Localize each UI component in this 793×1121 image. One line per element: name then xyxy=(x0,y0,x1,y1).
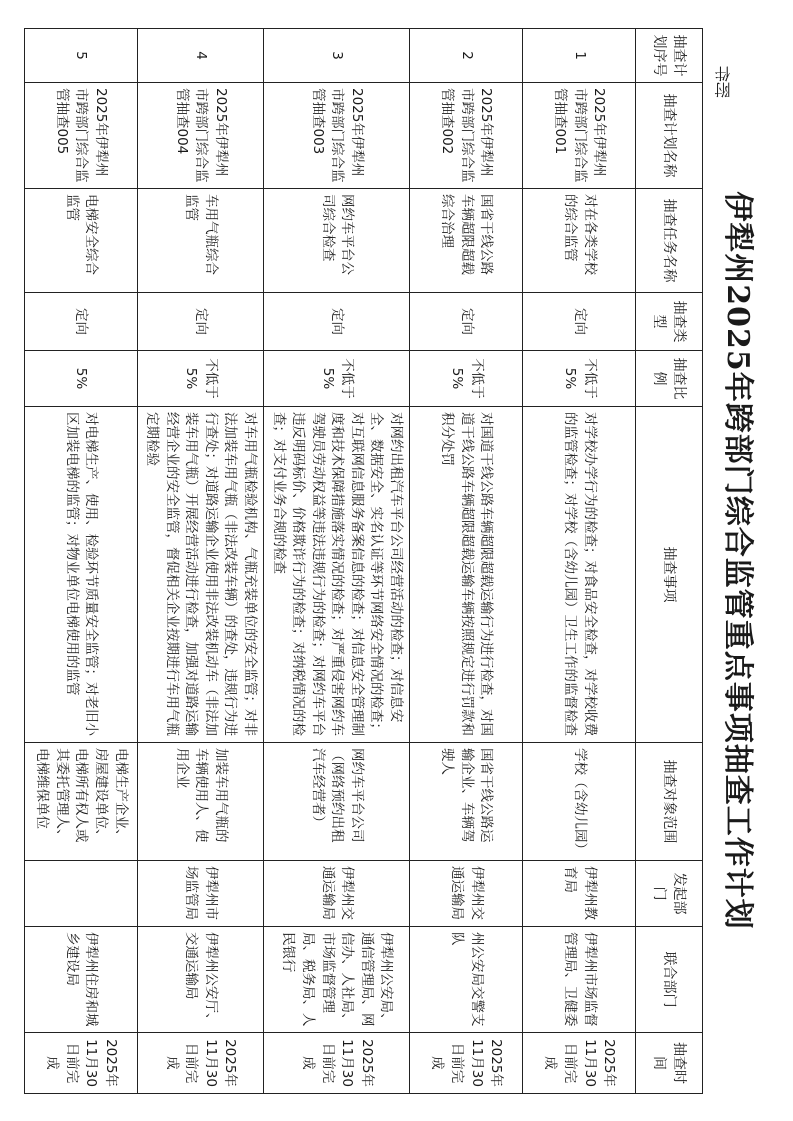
type-cell: 定向 xyxy=(137,293,263,351)
initiator-cell: 伊犁州教育局 xyxy=(523,861,636,927)
plan-name-cell: 2025年伊犁州市跨部门综合监管抽查003 xyxy=(264,83,410,189)
table-row xyxy=(523,29,636,1094)
ratio-cell: 不低于5% xyxy=(523,351,636,407)
joint-cell: 州公安局交警支队 xyxy=(410,927,523,1033)
type-cell: 定向 xyxy=(24,293,137,351)
time-cell: 2025年11月30日前完成 xyxy=(137,1033,263,1094)
header-cell: 抽查任务名称 xyxy=(636,189,703,293)
ratio-cell: 5% xyxy=(24,351,137,407)
plan-name-cell: 2025年伊犁州市跨部门综合监管抽查002 xyxy=(410,83,523,189)
initiator-cell: 伊犁州交通运输局 xyxy=(264,861,410,927)
initiator-cell: 伊犁州市场监管局 xyxy=(137,861,263,927)
plan-name-cell: 2025年伊犁州市跨部门综合监管抽查005 xyxy=(24,83,137,189)
plan-name-cell: 2025年伊犁州市跨部门综合监管抽查004 xyxy=(137,83,263,189)
task-name-cell: 电梯安全综合监管 xyxy=(24,189,137,293)
header-cell: 抽查时间 xyxy=(636,1033,703,1094)
type-cell: 定向 xyxy=(523,293,636,351)
row-number: 4 xyxy=(137,29,263,83)
header-cell: 抽查事项 xyxy=(636,407,703,743)
task-name-cell: 网约车平台公司综合检查 xyxy=(264,189,410,293)
plan-name-cell: 2025年伊犁州市跨部门综合监管抽查001 xyxy=(523,83,636,189)
joint-cell: 伊犁州市场监督管理局、卫健委 xyxy=(523,927,636,1033)
header-cell: 抽查计划序号 xyxy=(636,29,703,83)
table-row xyxy=(264,29,410,1094)
joint-cell: 伊犁州公安局、通信管理局、网信办、人社局、市场监督管理局、税务局、人民银行 xyxy=(264,927,410,1033)
table-header-row xyxy=(636,29,703,1094)
joint-cell: 伊犁州住房和城乡建设局 xyxy=(24,927,137,1033)
type-cell: 定向 xyxy=(264,293,410,351)
ratio-cell: 不低于5% xyxy=(137,351,263,407)
header-cell: 抽查对象范围 xyxy=(636,743,703,861)
time-cell: 2025年11月30日前完成 xyxy=(264,1033,410,1094)
row-number: 2 xyxy=(410,29,523,83)
items-cell: 对电梯生产、使用、检验环节质量安全监管；对老旧小区加装电梯的监管；对物业单位电梯使用的监管 xyxy=(24,407,137,743)
table-row xyxy=(410,29,523,1094)
header-cell: 抽查比例 xyxy=(636,351,703,407)
plan-table xyxy=(24,28,703,1094)
initiator-cell: 伊犁州交通运输局 xyxy=(410,861,523,927)
items-cell: 对网约出租汽车平台公司经营活动的检查；对信息安全、数据安全、实名认证等环节网络安全情况的检查；对互联网信息服务备案信息的检查；对信息安全管理制度和技术保障措施落实情况的检查；对严重侵害网约车驾驶员劳动权益等违法违规行为的检查；对网约车平台违反明码标价、价格欺诈行为的检查；对纳税情况的检查；对支付业务合规的检查 xyxy=(264,407,410,743)
table-row xyxy=(137,29,263,1094)
scope-cell: 网约车平台公司（网络预约出租汽车经营者） xyxy=(264,743,410,861)
items-cell: 对国道干线公路车辆超限超载运输行为进行检查，对国道干线公路车辆超限超载运输车辆按照规定进行罚款和积分处罚 xyxy=(410,407,523,743)
header-cell: 联合部门 xyxy=(636,927,703,1033)
row-number: 1 xyxy=(523,29,636,83)
items-cell: 对学校办学行为的检查；对食品安全检查，对学校收费的监管检查；对学校（含幼儿园）卫生工作的监督检查 xyxy=(523,407,636,743)
page-title: 伊犁州2025年跨部门综合监管重点事项抽查工作计划 xyxy=(720,191,755,930)
header-cell: 抽查计划名称 xyxy=(636,83,703,189)
task-name-cell: 国省干线公路车辆超限超载综合治理 xyxy=(410,189,523,293)
row-number: 3 xyxy=(264,29,410,83)
scope-cell: 学校（含幼儿园） xyxy=(523,743,636,861)
scope-cell: 电梯生产企业、房屋建设单位、电梯所有权人或其委托管理人、电梯维保单位 xyxy=(24,743,137,861)
task-name-cell: 对在各类学校的综合监管 xyxy=(523,189,636,293)
time-cell: 2025年11月30日前完成 xyxy=(523,1033,636,1094)
attachment-label: 附件 xyxy=(714,66,733,98)
items-cell: 对车用气瓶检验机构、气瓶充装单位的安全监管；对非法加装车用气瓶（非法改装车辆）的查处，违规行为进行查处；对道路运输企业使用非法改装机动车（非法加装车用气瓶）开展经营活动进行检查，加强对道路运输经营企业的安全监管，督促相关企业按期进行车用气瓶定期检验 xyxy=(137,407,263,743)
ratio-cell: 不低于5% xyxy=(410,351,523,407)
initiator-cell xyxy=(24,861,137,927)
header-cell: 发起部门 xyxy=(636,861,703,927)
joint-cell: 伊犁州公安厅、交通运输局 xyxy=(137,927,263,1033)
scope-cell: 加装车用气瓶的车辆使用人、使用企业 xyxy=(137,743,263,861)
time-cell: 2025年11月30日前完成 xyxy=(24,1033,137,1094)
row-number: 5 xyxy=(24,29,137,83)
ratio-cell: 不低于5% xyxy=(264,351,410,407)
table-row xyxy=(24,29,137,1094)
task-name-cell: 车用气瓶综合监管 xyxy=(137,189,263,293)
header-cell: 抽查类型 xyxy=(636,293,703,351)
type-cell: 定向 xyxy=(410,293,523,351)
scope-cell: 国省干线公路运输企业、车辆驾驶人 xyxy=(410,743,523,861)
time-cell: 2025年11月30日前完成 xyxy=(410,1033,523,1094)
